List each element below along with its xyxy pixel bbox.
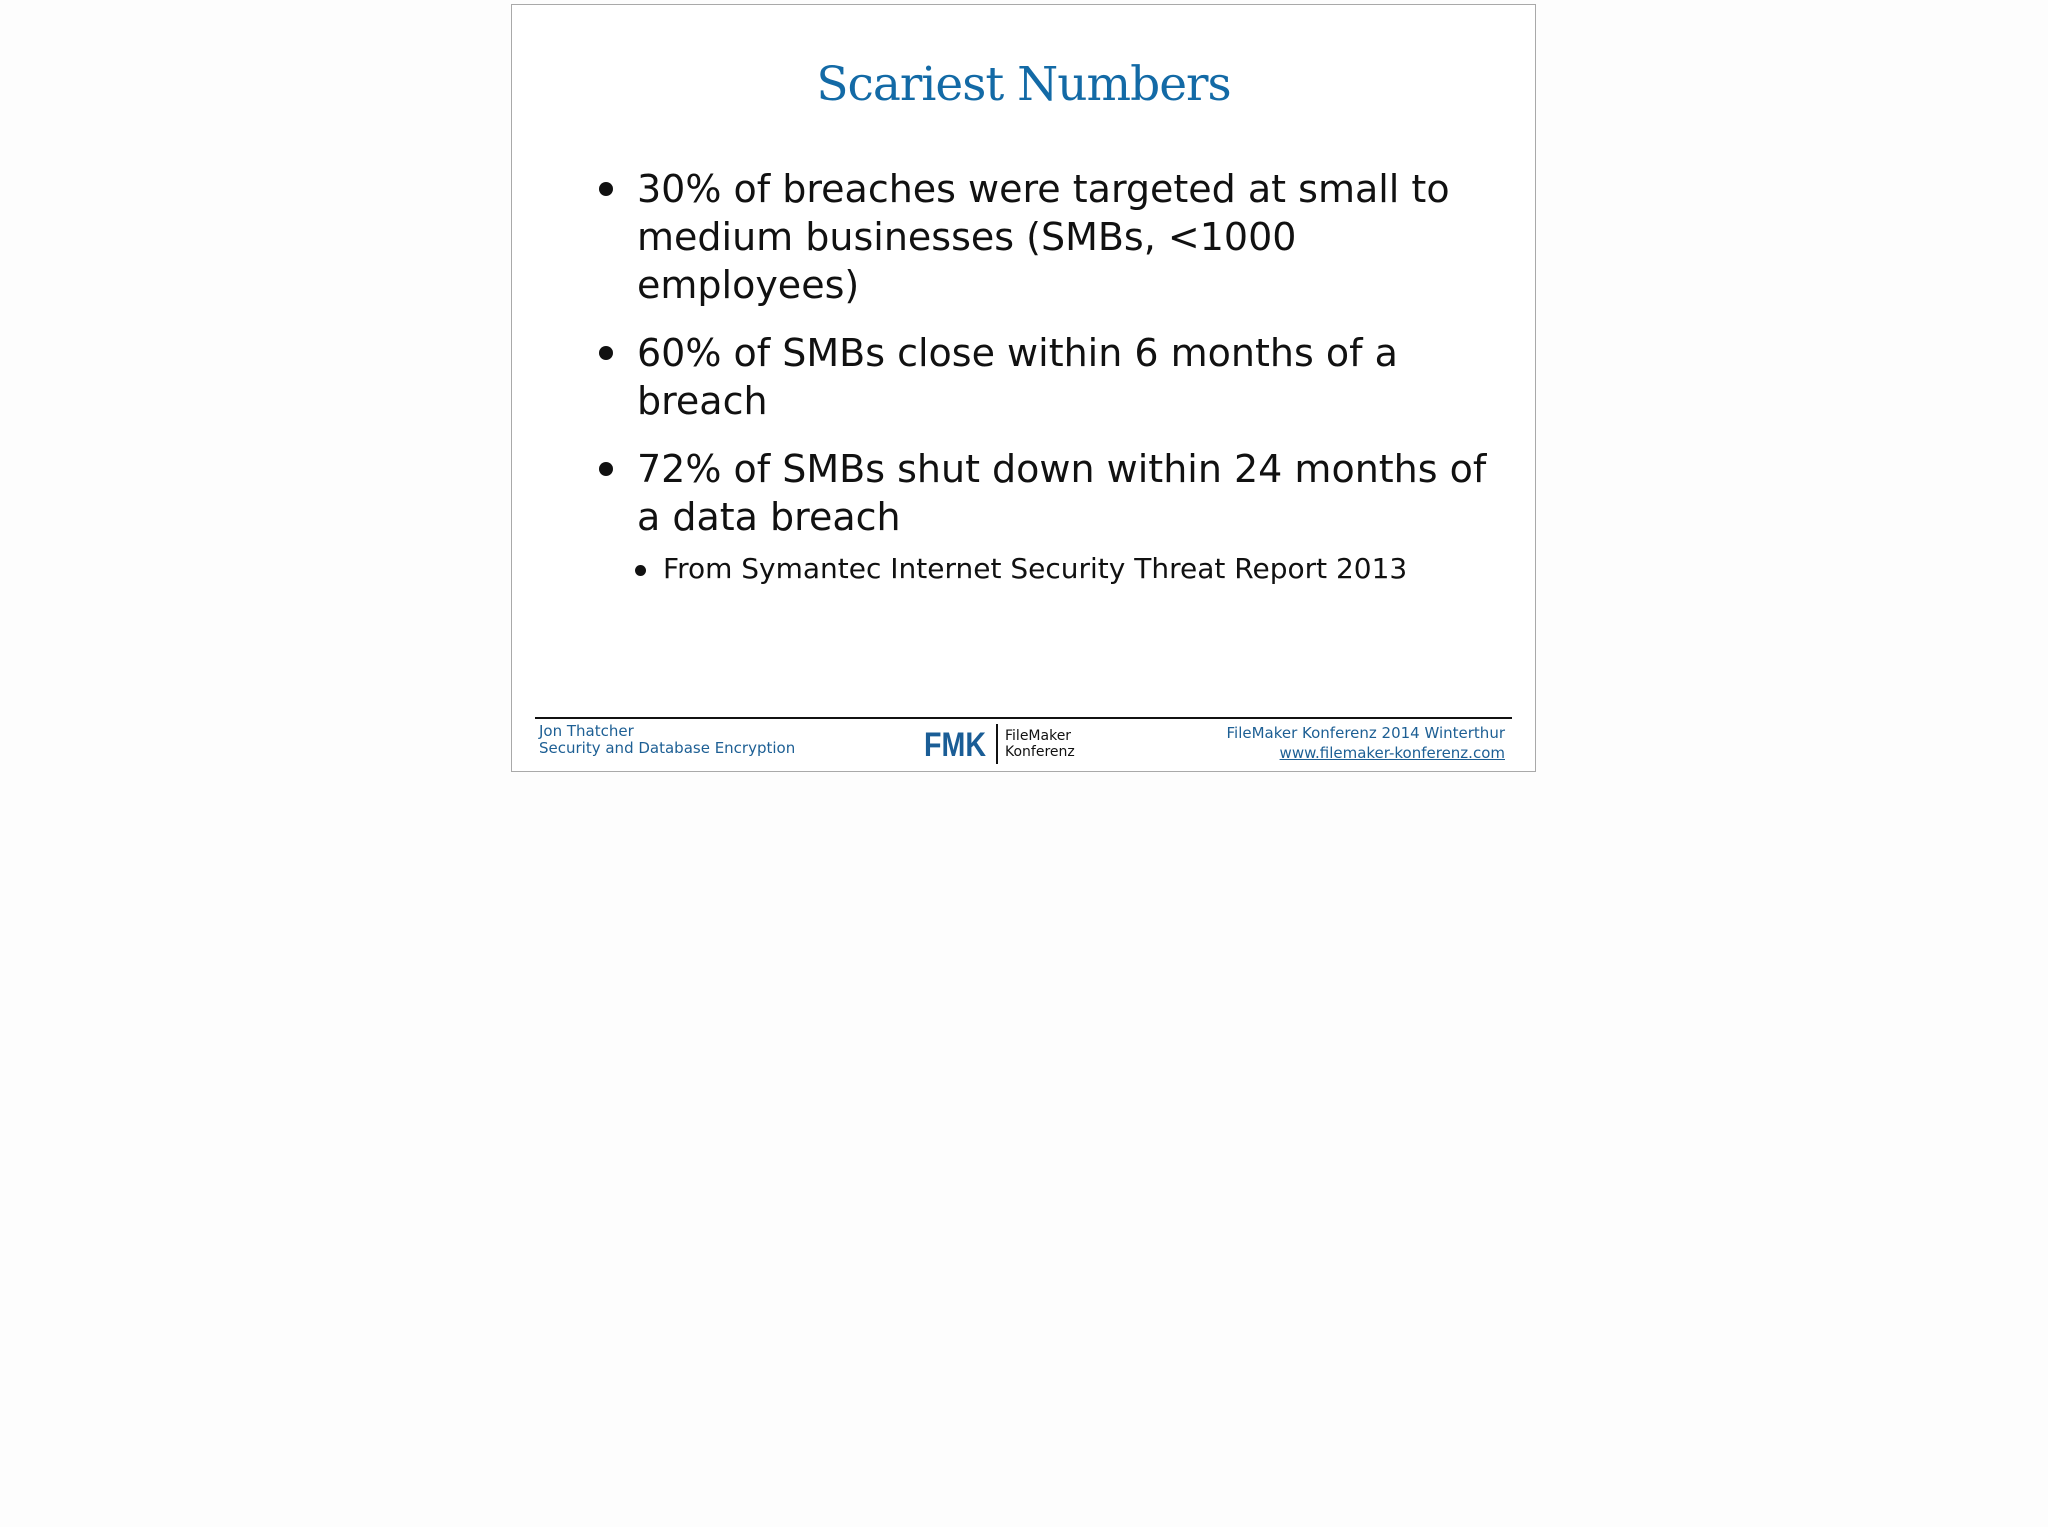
bullet-dot-icon <box>599 462 613 476</box>
bullet-list <box>597 165 1517 587</box>
footer-divider <box>535 717 1512 719</box>
fmk-logo-icon <box>924 726 988 764</box>
sub-bullet-text: From Symantec Internet Security Threat Report 2013 <box>663 552 1408 585</box>
footer-author-block <box>539 723 795 757</box>
fmk-logo-mark: FMK <box>924 726 987 764</box>
sub-bullet-item <box>597 551 1517 587</box>
sub-bullet-dot-icon <box>635 565 646 576</box>
footer-event: FileMaker Konferenz 2014 Winterthur <box>1226 724 1505 742</box>
bullet-item <box>597 445 1517 541</box>
bullet-text: 30% of breaches were targeted at small to medium businesses (SMBs, <1000 employees) <box>637 167 1450 307</box>
bullet-dot-icon <box>599 346 613 360</box>
footer-talk-title: Security and Database Encryption <box>539 739 796 757</box>
footer-author: Jon Thatcher <box>539 722 634 740</box>
bullet-text: 72% of SMBs shut down within 24 months of a data breach <box>637 447 1487 539</box>
footer-website-link[interactable]: www.filemaker-konferenz.com <box>1279 744 1505 762</box>
bullet-dot-icon <box>599 182 613 196</box>
slide <box>511 4 1536 772</box>
logo-word-filemaker: FileMaker <box>1005 728 1072 744</box>
logo-word-konferenz: Konferenz <box>1005 744 1075 760</box>
fmk-logo <box>924 723 1075 765</box>
slide-title: Scariest Numbers <box>816 57 1231 112</box>
bullet-text: 60% of SMBs close within 6 months of a breach <box>637 331 1398 423</box>
logo-divider <box>996 724 998 764</box>
logo-wordmark <box>1005 728 1075 760</box>
footer-event-block <box>1226 723 1505 763</box>
bullet-item <box>597 165 1517 309</box>
bullet-item <box>597 329 1517 425</box>
